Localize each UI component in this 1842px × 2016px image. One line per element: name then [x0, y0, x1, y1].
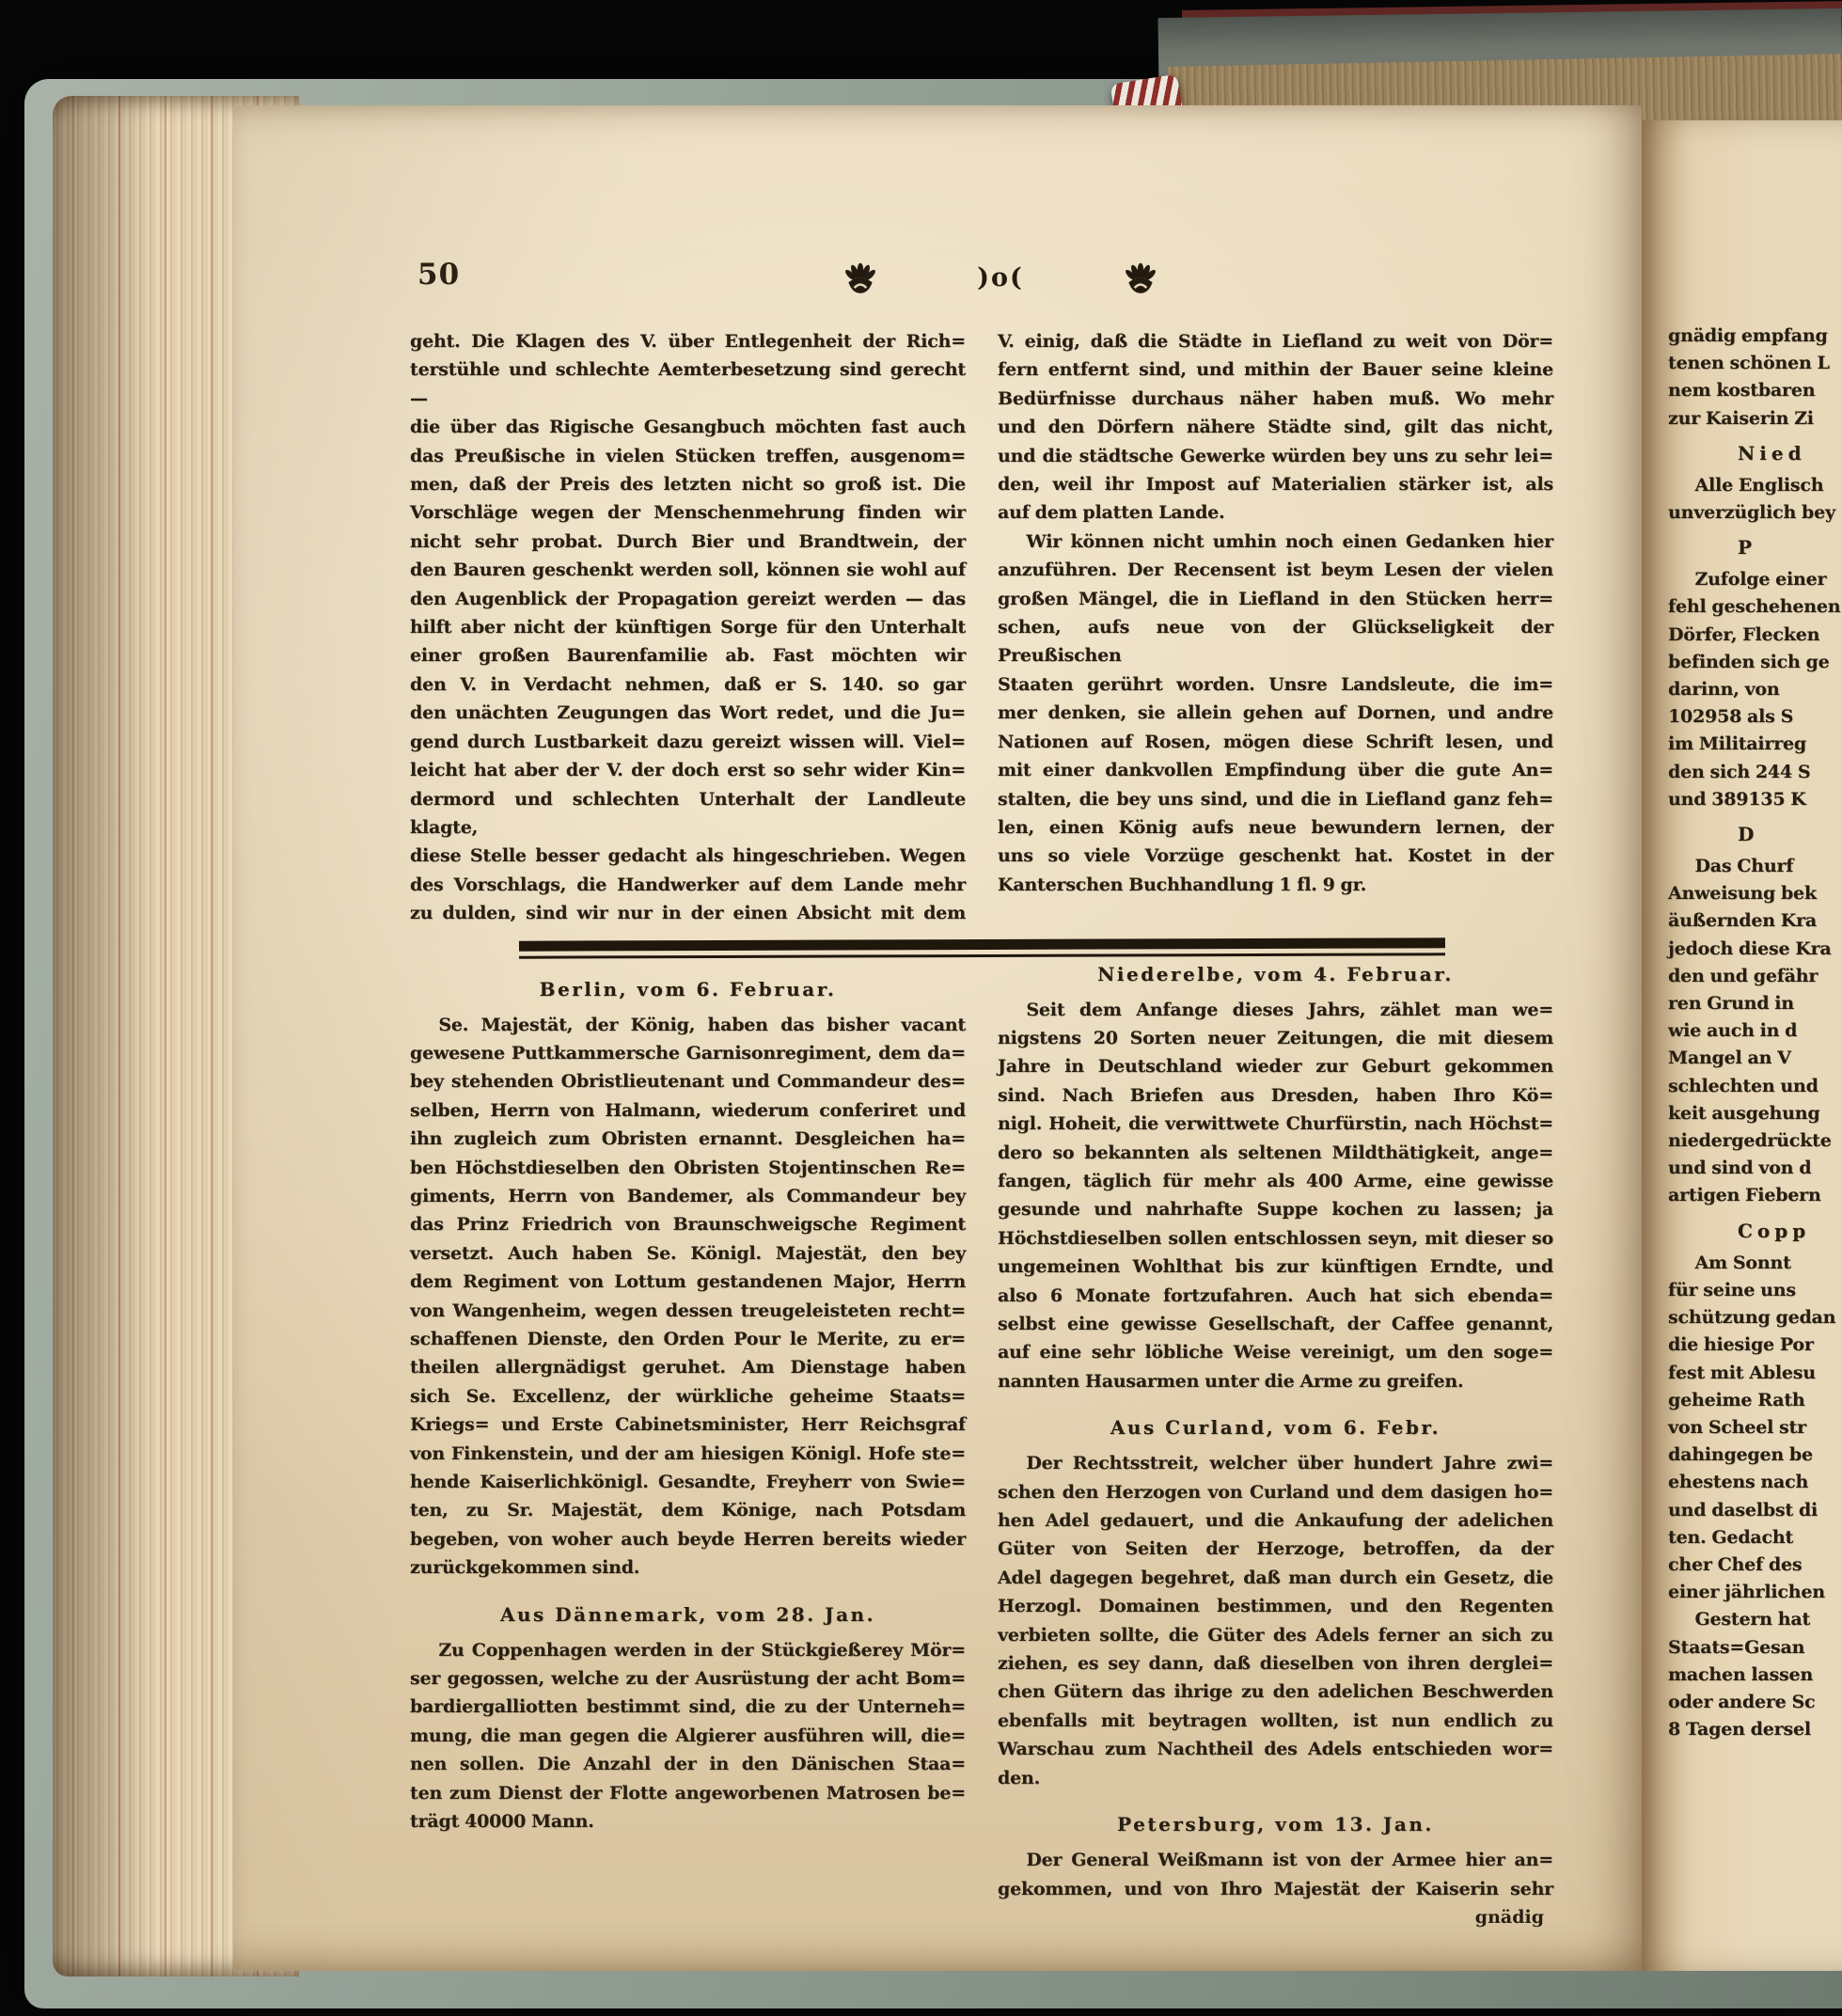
text-line: dahingegen be [1668, 1444, 1813, 1466]
text-line: ten. Gedacht [1668, 1526, 1794, 1548]
text-line: zurückgekommen sind. [410, 1557, 640, 1579]
text-line: Vorschläge wegen der Menschenmehrung finden wir [410, 502, 966, 524]
text-line: ten, zu Sr. Majestät, dem Könige, nach Potsdam [410, 1500, 966, 1521]
text-line: die hiesige Por [1668, 1334, 1814, 1356]
paragraph [1668, 1250, 1842, 1607]
text-line: Kanterschen Buchhandlung 1 fl. 9 gr. [998, 874, 1367, 895]
left-page [233, 105, 1642, 1971]
text-line: schützung gedan [1668, 1307, 1836, 1329]
text-line: und sind von d [1668, 1158, 1812, 1179]
text-line: und den Dörfern nähere Städte sind, gilt das nicht, [998, 417, 1553, 438]
text-line: für seine uns [1668, 1279, 1796, 1300]
paragraph [998, 996, 1553, 1396]
text-line: von Finkenstein, und der am hiesigen Königl. Hofe ste= [410, 1442, 966, 1464]
text-line: dero so bekannten als seltenen Mildthätigkeit, ange= [998, 1142, 1553, 1163]
paragraph [410, 1011, 966, 1583]
text-line: bardiergalliotten bestimmt sind, die zu der Unterneh= [410, 1696, 966, 1718]
text-line: im Militairreg [1668, 733, 1807, 755]
text-line: giments, Herrn von Bandemer, als Commandeur bey [410, 1185, 966, 1206]
text-line: schaffenen Dienste, den Orden Pour le Merite, zu er= [410, 1329, 966, 1349]
text-line: den, weil ihr Impost auf Materialien stärker ist, als [998, 474, 1553, 496]
text-line: chen Gütern das ihrige zu den adelichen Beschwerden [998, 1681, 1553, 1703]
text-line: dem Regiment von Lottum gestandenen Major, Herrn [410, 1271, 966, 1293]
text-line: von Scheel str [1668, 1416, 1806, 1438]
text-line: ben Höchstdieselben den Obristen Stojentinschen Re= [410, 1157, 966, 1178]
text-line: Kriegs= und Erste Cabinetsminister, Herr Reichsgraf [410, 1414, 966, 1436]
lower-section [410, 957, 1553, 1931]
text-line: Staats=Gesan [1668, 1636, 1805, 1658]
text-line: bey stehenden Obristlieutenant und Commandeur des= [410, 1071, 966, 1093]
text-line: fest mit Ablesu [1668, 1362, 1816, 1383]
text-line: trägt 40000 Mann. [410, 1811, 594, 1833]
text-line: dermord und schlechten Unterhalt der Landleute klagte, [410, 788, 966, 838]
text-line: Der General Weißmann ist von der Armee hier an= [1026, 1850, 1553, 1871]
text-line: Jahre in Deutschland wieder zur Geburt gekommen [998, 1056, 1553, 1078]
text-line: und die städtsche Gewerke würden bey uns zu sehr lei= [998, 445, 1553, 466]
paragraph [410, 327, 966, 928]
text-line: Gestern hat [1694, 1609, 1811, 1630]
text-line: stalten, die bey uns sind, und die in Liefland ganz feh= [998, 788, 1553, 810]
text-line: auf eine sehr löbliche Weise vereinigt, um den soge= [998, 1342, 1553, 1363]
header-separator: )o( [977, 262, 1024, 292]
text-line: anzuführen. Der Recensent ist beym Lesen der vielen [998, 559, 1553, 581]
text-line: verbieten sollte, die Güter des Adels ferner an sich zu [998, 1624, 1553, 1646]
text-line: geheime Rath [1668, 1389, 1805, 1410]
text-line: Das Churf [1694, 856, 1794, 877]
text-line: das Prinz Friedrich von Braunschweigsche Regiment [410, 1214, 966, 1236]
text-line: mung, die man gegen die Algierer ausführen will, die= [410, 1725, 966, 1746]
text-line: Alle Englisch [1694, 474, 1824, 496]
text-line: den und gefähr [1668, 965, 1818, 986]
text-line: ziehen, es sey dann, daß dieselben von ihren derglei= [998, 1653, 1553, 1675]
upper-section [410, 327, 1553, 928]
text-line: den. [998, 1767, 1041, 1788]
text-line: artigen Fiebern [1668, 1185, 1821, 1206]
right-page-column [1668, 323, 1842, 1743]
text-line: schen, aufs neue von der Glückseligkeit der Preußischen [998, 617, 1553, 667]
text-line: mit einer dankvollen Empfindung über die gute An= [998, 760, 1553, 781]
text-line: 102958 als S [1668, 706, 1794, 728]
text-line: diese Stelle besser gedacht als hingeschrieben. Wegen [410, 845, 966, 867]
text-line: fern entfernt sind, und mithin der Bauer seine kleine [998, 359, 1553, 381]
text-line: den Bauren geschenkt werden soll, können sie wohl auf [410, 559, 966, 581]
text-line: terstühle und schlechte Aemterbesetzung sind gerecht — [410, 359, 966, 409]
text-line: und daselbst di [1668, 1499, 1818, 1520]
text-line: Zufolge einer [1694, 569, 1827, 591]
text-line: ehestens nach [1668, 1472, 1809, 1493]
text-line: geht. Die Klagen des V. über Entlegenheit der Rich= [410, 331, 966, 352]
text-line: keit ausgehung [1668, 1102, 1820, 1124]
text-line: befinden sich ge [1668, 651, 1830, 672]
text-line: nigl. Hoheit, die verwittwete Churfürstin, nach Höchst= [998, 1113, 1553, 1135]
text-line: nem kostbaren [1668, 380, 1816, 402]
text-line: niedergedrückte [1668, 1130, 1832, 1152]
paragraph [410, 1636, 966, 1836]
section-divider-rule [518, 937, 1444, 958]
section-heading: Copp [1738, 1219, 1811, 1242]
text-line: großen Mängel, die in Liefland in den Stücken herr= [998, 588, 1553, 609]
text-line: den V. in Verdacht nehmen, daß er S. 140. so gar [410, 673, 966, 695]
paragraph [998, 528, 1553, 899]
text-line: Zu Coppenhagen werden in der Stückgießerey Mör= [438, 1639, 966, 1661]
text-line: und 389135 K [1668, 788, 1806, 810]
section-heading: D [1738, 823, 1759, 846]
text-line: ten zum Dienst der Flotte angeworbenen Matrosen be= [410, 1782, 966, 1803]
text-line: ebenfalls mit beytragen wollten, ist nun endlich zu [998, 1709, 1553, 1731]
text-line: begeben, von woher auch beyde Herren bereits wieder [410, 1528, 966, 1550]
text-line: nen sollen. Die Anzahl der in den Dänischen Staa= [410, 1754, 966, 1775]
text-line: unverzüglich bey [1668, 502, 1835, 524]
fan-fleuron-icon [842, 261, 878, 293]
text-line: selben, Herrn von Halmann, wiederum conferiret und [410, 1099, 966, 1121]
fan-fleuron-icon [1123, 261, 1158, 293]
text-line: 8 Tagen dersel [1668, 1719, 1811, 1740]
text-line: hilft aber nicht der künftigen Sorge für den Unterhalt [410, 617, 966, 638]
text-line: Der Rechtsstreit, welcher über hundert Jahre zwi= [1026, 1453, 1553, 1474]
text-line: hen Adel gedauert, und die Ankaufung der adelichen [998, 1510, 1553, 1532]
text-line: oder andere Sc [1668, 1691, 1816, 1712]
text-line: versetzt. Auch haben Se. Königl. Majestät, den bey [410, 1242, 966, 1264]
text-line: auf dem platten Lande. [998, 502, 1225, 524]
text-line: schlechten und [1668, 1075, 1818, 1096]
text-line: Wir können nicht umhin noch einen Gedanken hier [1026, 530, 1553, 552]
text-line: cher Chef des [1668, 1553, 1803, 1575]
text-line: fangen, täglich für mehr als 400 Arme, eine gewisse [998, 1170, 1553, 1191]
text-line: gewesene Puttkammersche Garnisonregiment, dem da= [410, 1042, 966, 1063]
text-line: nannten Hausarmen unter die Arme zu greifen. [998, 1370, 1464, 1392]
text-line: den Augenblick der Propagation gereizt werden — das [410, 588, 966, 609]
text-line: Dörfer, Flecken [1668, 623, 1820, 645]
text-line: Se. Majestät, der König, haben das bisher vacant [438, 1014, 966, 1035]
page-content [410, 327, 1553, 1931]
text-line: Herzogl. Domainen bestimmen, und den Regenten [998, 1596, 1553, 1617]
text-line: Am Sonnt [1694, 1252, 1791, 1273]
column-left-upper [410, 327, 966, 928]
text-line: gekommen, und von Ihro Majestät der Kaiserin sehr [998, 1878, 1553, 1899]
text-line: die über das Rigische Gesangbuch möchten fast auch [410, 417, 966, 438]
page-number: 50 [417, 258, 461, 291]
text-line: den unächten Zeugungen das Wort redet, und die Ju= [410, 702, 966, 724]
text-line: V. einig, daß die Städte in Liefland zu weit von Dör= [998, 331, 1553, 352]
paragraph [1668, 566, 1842, 813]
section-heading: Petersburg, vom 13. Jan. [1117, 1813, 1434, 1836]
text-line: darinn, von [1668, 679, 1780, 701]
text-line: nicht sehr probat. Durch Bier und Brandtwein, der [410, 530, 966, 552]
paragraph [1668, 323, 1842, 433]
text-line: also 6 Monate fortzufahren. Auch hat sich ebenda= [998, 1284, 1553, 1306]
text-line: Nationen auf Rosen, mögen diese Schrift lesen, und [998, 731, 1553, 752]
text-line: Höchstdieselben sollen entschlossen seyn, mit dieser so [998, 1227, 1553, 1249]
text-line: uns so viele Vorzüge geschenkt hat. Kostet in der [998, 845, 1553, 867]
paragraph [1668, 472, 1842, 527]
text-line: gend durch Lustbarkeit dazu gereizt wissen will. Viel= [410, 731, 966, 752]
section-heading: Aus Curland, vom 6. Febr. [1110, 1416, 1441, 1440]
paragraph [1668, 853, 1842, 1210]
text-line: fehl geschehenen [1668, 596, 1841, 618]
text-line: ungemeinen Wohlthat bis zur künftigen Erndte, und [998, 1256, 1553, 1278]
right-page [1642, 120, 1842, 1971]
text-line: hende Kaiserlichkönigl. Gesandte, Freyherr von Swie= [410, 1472, 966, 1493]
text-line: wie auch in d [1668, 1020, 1798, 1042]
text-line: len, einen König aufs neue bewundern lernen, der [998, 816, 1553, 838]
text-line: Warschau zum Nachtheil des Adels entschieden wor= [998, 1739, 1553, 1760]
text-line: selbst eine gewisse Gesellschaft, der Caffee genannt, [998, 1314, 1553, 1334]
text-line: Staaten gerührt worden. Unsre Landsleute, die im= [998, 673, 1553, 695]
column-right-upper [998, 327, 1553, 928]
text-line: zur Kaiserin Zi [1668, 407, 1814, 429]
catchword: gnädig [1474, 1906, 1544, 1928]
text-line: einer großen Baurenfamilie ab. Fast möchten wir [410, 645, 966, 667]
text-line: einer jährlichen [1668, 1582, 1825, 1603]
text-line: Bedürfnisse durchaus näher haben muß. Wo mehr [998, 387, 1553, 409]
text-line: machen lassen [1668, 1663, 1814, 1685]
text-line: ren Grund in [1668, 993, 1794, 1015]
text-line: men, daß der Preis des letzten nicht so groß ist. Die [410, 474, 966, 496]
text-line: das Preußische in vielen Stücken treffen, ausgenom= [410, 445, 966, 466]
text-line: sind. Nach Briefen aus Dresden, haben Ihro Kö= [998, 1084, 1553, 1106]
text-line: äußernden Kra [1668, 910, 1818, 932]
text-line: von Wangenheim, wegen dessen treugeleisteten recht= [410, 1299, 966, 1321]
paragraph [998, 1846, 1553, 1903]
text-line: den sich 244 S [1668, 761, 1811, 782]
text-line: gnädig empfang [1668, 325, 1828, 346]
text-line: ser gegossen, welche zu der Ausrüstung der acht Bom= [410, 1668, 966, 1690]
paragraph [998, 1449, 1553, 1792]
text-line: schen den Herzogen von Curland und dem dasigen ho= [998, 1481, 1553, 1503]
header-ornaments [842, 261, 1158, 293]
text-line: mer denken, sie allein gehen auf Dornen, und andre [998, 702, 1553, 724]
section-heading: Berlin, vom 6. Februar. [539, 977, 837, 1000]
text-line: zu dulden, sind wir nur in der einen Absicht mit dem [410, 903, 966, 924]
text-line: des Vorschlags, die Handwerker auf dem Lande mehr [410, 874, 966, 895]
section-heading: Aus Dännemark, vom 28. Jan. [499, 1602, 876, 1626]
text-line: theilen allergnädigst geruhet. Am Dienstage haben [410, 1357, 966, 1378]
text-line: Seit dem Anfange dieses Jahrs, zählet man we= [1026, 999, 1553, 1020]
text-line: Anweisung bek [1668, 883, 1817, 905]
text-line: Güter von Seiten der Herzoge, betroffen, da der [998, 1538, 1553, 1560]
text-line: leicht hat aber der V. der doch erst so sehr wider Kin= [410, 760, 966, 781]
text-line: Adel dagegen begehret, daß man durch ein Gesetz, die [998, 1567, 1553, 1588]
section-heading: Nied [1738, 441, 1806, 465]
text-line: tenen schönen L [1668, 353, 1830, 374]
text-line: sich Se. Excellenz, der würkliche geheime Staats= [410, 1385, 966, 1407]
text-line: Mangel an V [1668, 1047, 1791, 1069]
column-right-lower [998, 957, 1553, 1931]
text-line: gesunde und nahrhafte Suppe kochen zu lassen; ja [998, 1199, 1553, 1221]
column-left-lower [410, 957, 966, 1931]
text-line: nigstens 20 Sorten neuer Zeitungen, die mit diesem [998, 1027, 1553, 1048]
paragraph [998, 327, 1553, 528]
text-line: ihn zugleich zum Obristen ernannt. Desgleichen ha= [410, 1128, 966, 1150]
section-heading: Niederelbe, vom 4. Februar. [1097, 962, 1454, 985]
paragraph [1668, 1606, 1842, 1743]
section-heading: P [1738, 536, 1757, 559]
text-line: jedoch diese Kra [1668, 937, 1832, 959]
